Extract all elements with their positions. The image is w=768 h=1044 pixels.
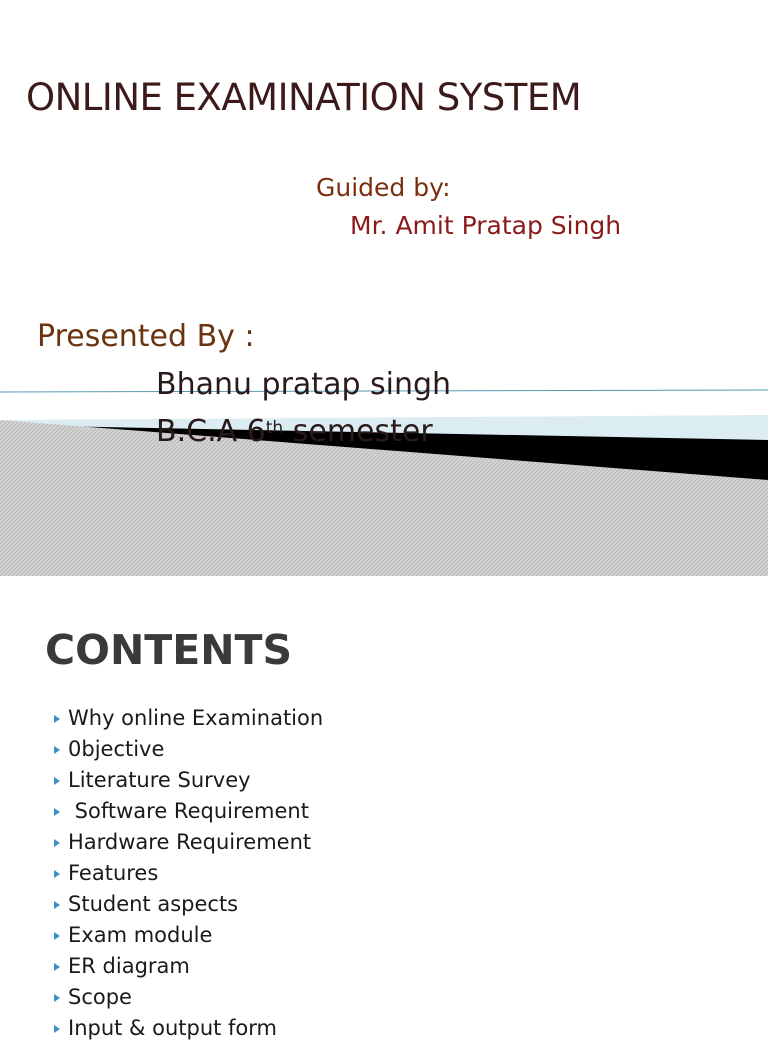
triangle-bullet-icon [54, 870, 60, 878]
class-ordinal-suffix: th [265, 418, 284, 438]
triangle-bullet-icon [54, 963, 60, 971]
guide-name: Mr. Amit Pratap Singh [350, 211, 622, 240]
class-semester: semester [283, 414, 433, 449]
triangle-bullet-icon [54, 746, 60, 754]
class-prefix: B.C.A 6 [156, 414, 266, 449]
triangle-bullet-icon [54, 839, 60, 847]
presenter-name: Bhanu pratap singh [156, 367, 452, 402]
list-item: Exam module [50, 920, 323, 951]
guided-by-label: Guided by: [316, 173, 451, 202]
list-item: Scope [50, 982, 323, 1013]
list-item: Software Requirement [50, 796, 323, 827]
triangle-bullet-icon [54, 1025, 60, 1033]
list-item: ER diagram [50, 951, 323, 982]
list-item: 0bjective [50, 734, 323, 765]
contents-list [50, 703, 323, 1044]
triangle-bullet-icon [54, 994, 60, 1002]
triangle-bullet-icon [54, 901, 60, 909]
contents-title: CONTENTS [45, 626, 293, 674]
triangle-bullet-icon [54, 932, 60, 940]
presented-by-label: Presented By : [37, 319, 255, 354]
presenter-class [156, 414, 433, 449]
contents-slide [0, 576, 768, 1040]
slide-title: ONLINE EXAMINATION SYSTEM [26, 76, 582, 119]
list-item: Hardware Requirement [50, 827, 323, 858]
triangle-bullet-icon [54, 715, 60, 723]
list-item: Why online Examination [50, 703, 323, 734]
list-item: Input & output form [50, 1013, 323, 1044]
list-item: Features [50, 858, 323, 889]
triangle-bullet-icon [54, 777, 60, 785]
list-item: Student aspects [50, 889, 323, 920]
list-item: Literature Survey [50, 765, 323, 796]
triangle-bullet-icon [54, 808, 60, 816]
